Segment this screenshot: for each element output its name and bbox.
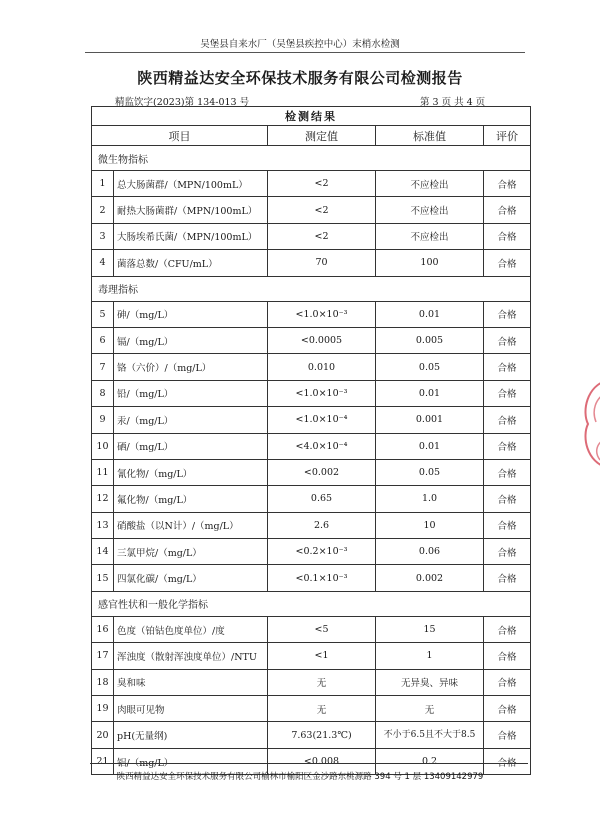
evaluation: 合格 [484, 197, 531, 223]
row-number: 13 [92, 512, 114, 538]
table-banner: 检测结果 [92, 107, 531, 126]
measured-value: <2 [268, 223, 376, 249]
item-name: 总大肠菌群/（MPN/100mL） [114, 171, 268, 197]
evaluation: 合格 [484, 171, 531, 197]
standard-value: 0.2 [376, 748, 484, 774]
section-title: 毒理指标 [92, 276, 531, 301]
standard-value: 0.005 [376, 327, 484, 353]
evaluation: 合格 [484, 433, 531, 459]
row-number: 3 [92, 223, 114, 249]
evaluation: 合格 [484, 722, 531, 748]
standard-value: 1.0 [376, 486, 484, 512]
table-row [92, 327, 531, 353]
item-name: 铅/（mg/L） [114, 380, 268, 406]
evaluation: 合格 [484, 354, 531, 380]
column-header-item: 项目 [92, 126, 268, 146]
measured-value: 0.65 [268, 486, 376, 512]
table-row [92, 407, 531, 433]
item-name: 铬（六价）/（mg/L） [114, 354, 268, 380]
table-row [92, 512, 531, 538]
evaluation: 合格 [484, 223, 531, 249]
row-number: 4 [92, 250, 114, 276]
header-divider [85, 52, 525, 53]
evaluation: 合格 [484, 407, 531, 433]
section-header-row [92, 276, 531, 301]
evaluation: 合格 [484, 643, 531, 669]
standard-value: 0.01 [376, 380, 484, 406]
standard-value: 100 [376, 250, 484, 276]
row-number: 5 [92, 301, 114, 327]
item-name: pH(无量纲) [114, 722, 268, 748]
column-header-result: 评价 [484, 126, 531, 146]
row-number: 21 [92, 748, 114, 774]
row-number: 19 [92, 696, 114, 722]
column-header-measured: 测定值 [268, 126, 376, 146]
standard-value: 0.002 [376, 565, 484, 591]
item-name: 氰化物/（mg/L） [114, 459, 268, 485]
page-indicator: 第 3 页 共 4 页 [420, 97, 486, 108]
evaluation: 合格 [484, 250, 531, 276]
table-row [92, 486, 531, 512]
table-row [92, 616, 531, 642]
red-seal-stamp [578, 372, 600, 472]
row-number: 11 [92, 459, 114, 485]
standard-value: 0.05 [376, 459, 484, 485]
item-name: 镉/（mg/L） [114, 327, 268, 353]
table-row [92, 301, 531, 327]
row-number: 16 [92, 616, 114, 642]
row-number: 18 [92, 669, 114, 695]
evaluation: 合格 [484, 301, 531, 327]
evaluation: 合格 [484, 327, 531, 353]
table-row [92, 380, 531, 406]
row-number: 17 [92, 643, 114, 669]
item-name: 砷/（mg/L） [114, 301, 268, 327]
footer-divider [90, 763, 528, 764]
measured-value: <0.0005 [268, 327, 376, 353]
standard-value: 不小于6.5且不大于8.5 [376, 722, 484, 748]
standard-value: 0.06 [376, 539, 484, 565]
row-number: 10 [92, 433, 114, 459]
table-row [92, 565, 531, 591]
evaluation: 合格 [484, 459, 531, 485]
measured-value: <0.1×10⁻³ [268, 565, 376, 591]
item-name: 氟化物/（mg/L） [114, 486, 268, 512]
measured-value: <1.0×10⁻³ [268, 380, 376, 406]
item-name: 硝酸盐（以N计）/（mg/L） [114, 512, 268, 538]
measured-value: 2.6 [268, 512, 376, 538]
standard-value: 无异臭、异味 [376, 669, 484, 695]
measured-value: 0.010 [268, 354, 376, 380]
table-row [92, 669, 531, 695]
row-number: 20 [92, 722, 114, 748]
report-top-caption: 吴堡县自来水厂（吴堡县疾控中心）末梢水检测 [200, 39, 400, 50]
evaluation: 合格 [484, 486, 531, 512]
standard-value: 无 [376, 696, 484, 722]
row-number: 8 [92, 380, 114, 406]
row-number: 7 [92, 354, 114, 380]
measured-value: <4.0×10⁻⁴ [268, 433, 376, 459]
standard-value: 1 [376, 643, 484, 669]
table-banner-row [92, 107, 531, 126]
item-name: 色度（铂钴色度单位）/度 [114, 616, 268, 642]
item-name: 硒/（mg/L） [114, 433, 268, 459]
measured-value: 70 [268, 250, 376, 276]
item-name: 耐热大肠菌群/（MPN/100mL） [114, 197, 268, 223]
measured-value: <5 [268, 616, 376, 642]
measured-value: <1.0×10⁻³ [268, 301, 376, 327]
item-name: 肉眼可见物 [114, 696, 268, 722]
row-number: 1 [92, 171, 114, 197]
standard-value: 0.05 [376, 354, 484, 380]
standard-value: 15 [376, 616, 484, 642]
evaluation: 合格 [484, 748, 531, 774]
evaluation: 合格 [484, 669, 531, 695]
table-row [92, 171, 531, 197]
table-header-row [92, 126, 531, 146]
standard-value: 0.001 [376, 407, 484, 433]
item-name: 三氯甲烷/（mg/L） [114, 539, 268, 565]
evaluation: 合格 [484, 565, 531, 591]
evaluation: 合格 [484, 512, 531, 538]
item-name: 臭和味 [114, 669, 268, 695]
report-title: 陕西精益达安全环保技术服务有限公司检测报告 [137, 69, 463, 87]
results-table [91, 106, 531, 775]
evaluation: 合格 [484, 539, 531, 565]
measured-value: 7.63(21.3℃) [268, 722, 376, 748]
item-name: 铝/（mg/L） [114, 748, 268, 774]
measured-value: <0.008 [268, 748, 376, 774]
table-row [92, 696, 531, 722]
table-row [92, 722, 531, 748]
measured-value: <2 [268, 171, 376, 197]
table-row [92, 197, 531, 223]
standard-value: 0.01 [376, 433, 484, 459]
row-number: 9 [92, 407, 114, 433]
standard-value: 不应检出 [376, 171, 484, 197]
row-number: 2 [92, 197, 114, 223]
row-number: 6 [92, 327, 114, 353]
standard-value: 不应检出 [376, 223, 484, 249]
row-number: 14 [92, 539, 114, 565]
table-row [92, 354, 531, 380]
standard-value: 0.01 [376, 301, 484, 327]
table-row [92, 643, 531, 669]
table-row [92, 459, 531, 485]
standard-value: 不应检出 [376, 197, 484, 223]
row-number: 12 [92, 486, 114, 512]
section-title: 感官性状和一般化学指标 [92, 591, 531, 616]
row-number: 15 [92, 565, 114, 591]
measured-value: <2 [268, 197, 376, 223]
measured-value: <0.2×10⁻³ [268, 539, 376, 565]
evaluation: 合格 [484, 696, 531, 722]
document-number: 精监饮字(2023)第 134-013 号 [115, 97, 250, 108]
evaluation: 合格 [484, 616, 531, 642]
item-name: 菌落总数/（CFU/mL） [114, 250, 268, 276]
section-title: 微生物指标 [92, 146, 531, 171]
table-row [92, 250, 531, 276]
measured-value: <1 [268, 643, 376, 669]
column-header-standard: 标准值 [376, 126, 484, 146]
footer-address: 陕西精益达安全环保技术服务有限公司榆林市榆阳区金沙路东桃源路 394 号 1 层 13409142979 [116, 772, 484, 782]
item-name: 汞/（mg/L） [114, 407, 268, 433]
standard-value: 10 [376, 512, 484, 538]
table-row [92, 223, 531, 249]
table-row [92, 539, 531, 565]
item-name: 四氯化碳/（mg/L） [114, 565, 268, 591]
section-header-row [92, 146, 531, 171]
measured-value: 无 [268, 696, 376, 722]
item-name: 大肠埃希氏菌/（MPN/100mL） [114, 223, 268, 249]
evaluation: 合格 [484, 380, 531, 406]
table-row [92, 433, 531, 459]
measured-value: 无 [268, 669, 376, 695]
item-name: 浑浊度（散射浑浊度单位）/NTU [114, 643, 268, 669]
measured-value: <0.002 [268, 459, 376, 485]
section-header-row [92, 591, 531, 616]
measured-value: <1.0×10⁻⁴ [268, 407, 376, 433]
